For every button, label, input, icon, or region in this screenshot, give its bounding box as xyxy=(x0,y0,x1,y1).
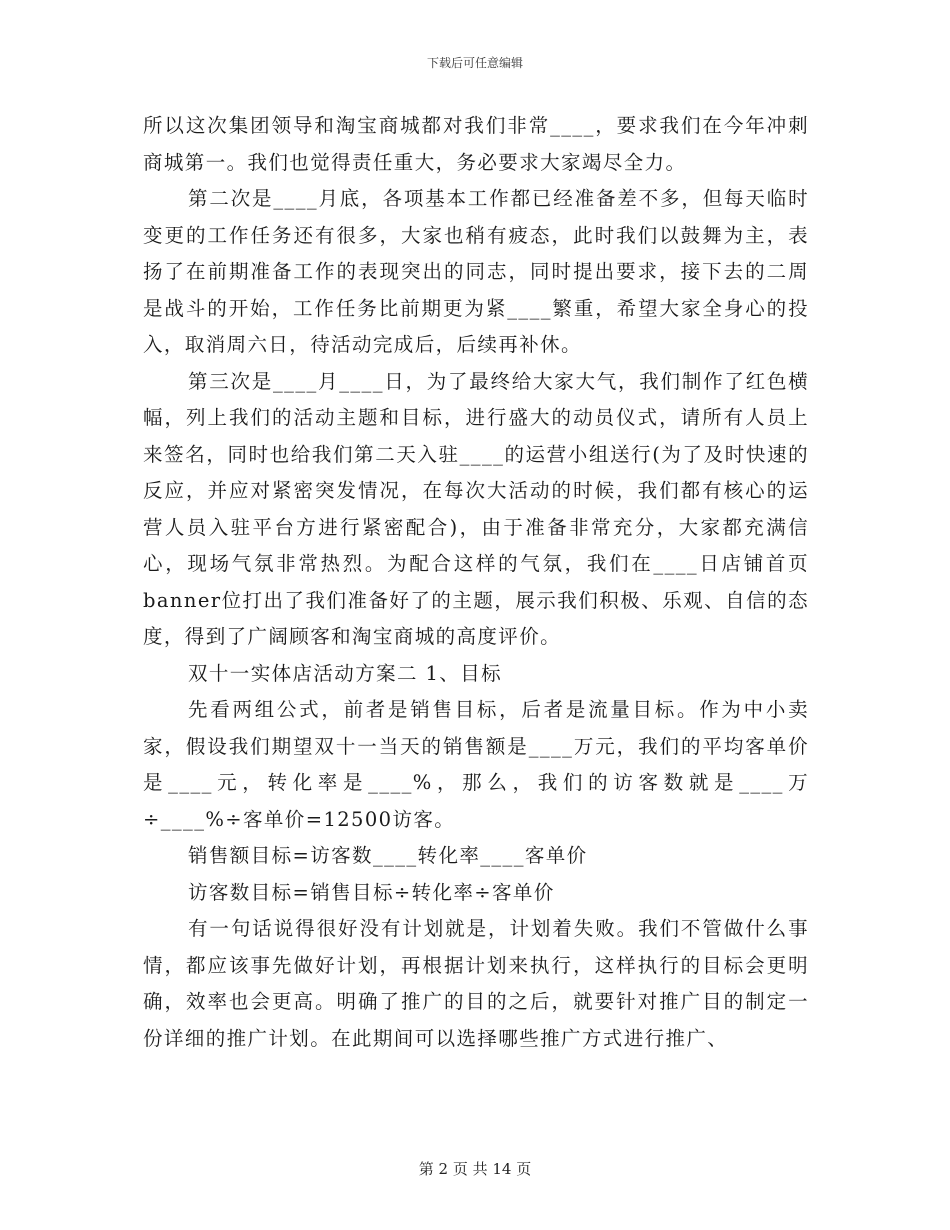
paragraph: 有一句话说得很好没有计划就是，计划着失败。我们不管做什么事情，都应该事先做好计划，再根据计划来执行，这样执行的目标会更明确，效率也会更高。明确了推广的目的之后，就要针对推广目的制定一份详细的推广计划。在此期间可以选择哪些推广方式进行推广、 xyxy=(143,917,809,1050)
formula-line: 销售额目标=访客数____转化率____客单价 xyxy=(188,844,588,867)
section-heading: 双十一实体店活动方案二 1、目标 xyxy=(188,661,503,685)
page-number: 第 2 页 共 14 页 xyxy=(418,1160,532,1178)
paragraph: 第二次是____月底，各项基本工作都已经准备差不多，但每天临时变更的工作任务还有很多，大家也稍有疲态，此时我们以鼓舞为主，表扬了在前期准备工作的表现突出的同志，同时提出要求，接下去的二周是战斗的开始，工作任务比前期更为紧____繁重，希望大家全身心的投入，取消周六日，待活动完成后，后续再补休。 xyxy=(143,187,809,356)
paragraph: 第三次是____月____日，为了最终给大家大气，我们制作了红色横幅，列上我们的活动主题和目标，进行盛大的动员仪式，请所有人员上来签名，同时也给我们第二天入驻____的运营小组送行(为了及时快速的反应，并应对紧密突发情况，在每次大活动的时候，我们都有核心的运营人员入驻平台方进行紧密配合)，由于准备非常充分，大家都充满信心，现场气氛非常热烈。为配合这样的气氛，我们在____日店铺首页banner位打出了我们准备好了的主题，展示我们积极、乐观、自信的态度，得到了广阔顾客和淘宝商城的高度评价。 xyxy=(143,369,809,648)
document-body xyxy=(143,108,809,1057)
paragraph: 所以这次集团领导和淘宝商城都对我们非常____，要求我们在今年冲刺商城第一。我们也觉得责任重大，务必要求大家竭尽全力。 xyxy=(143,114,809,174)
paragraph: 先看两组公式，前者是销售目标，后者是流量目标。作为中小卖家，假设我们期望双十一当天的销售额是____万元，我们的平均客单价是____元，转化率是____%，那么，我们的访客数就是____万÷____%÷客单价=12500访客。 xyxy=(143,698,809,831)
formula-line: 访客数目标=销售目标÷转化率÷客单价 xyxy=(188,880,555,904)
page-header-note: 下载后可任意编辑 xyxy=(426,56,523,70)
